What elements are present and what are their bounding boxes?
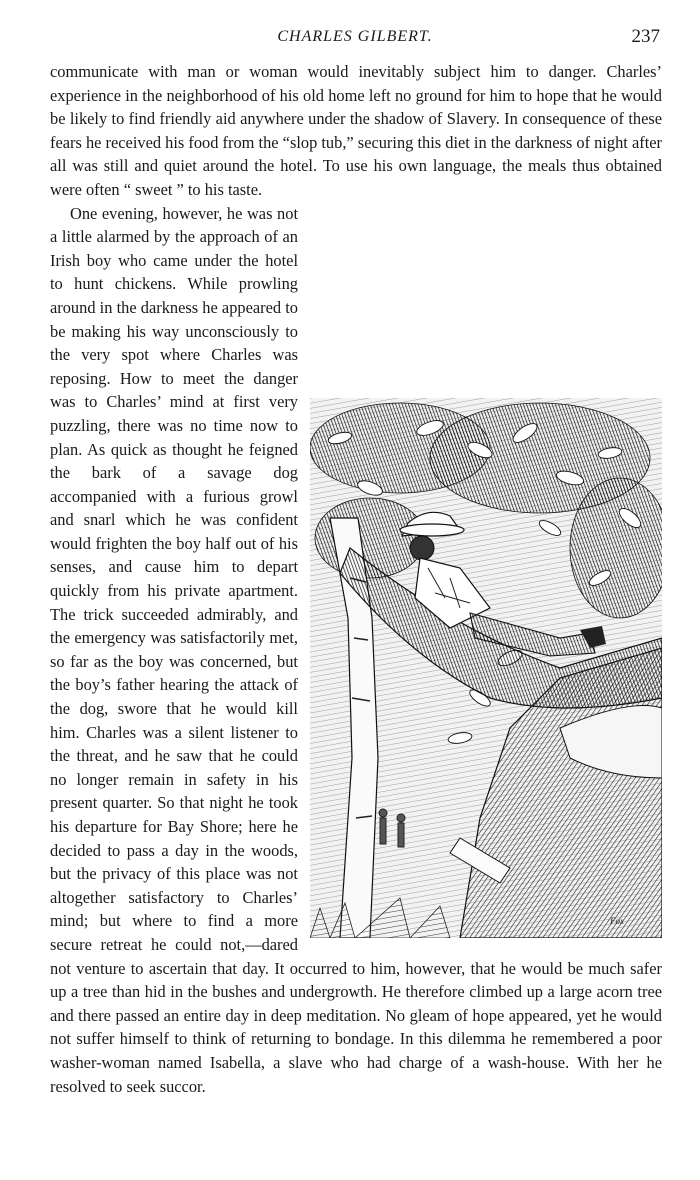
engraver-signature: Fox: [610, 915, 624, 926]
page-header: [50, 28, 660, 52]
page-number: 237: [631, 26, 660, 47]
engraving-illustration: [310, 398, 662, 938]
man-in-tree-engraving: [310, 398, 662, 938]
paragraph-1: communicate with man or woman would inevitably subject him to danger. Charles’ experience in the neighborhood of his old home left no ground for him to hope that he would be likely to find friendly aid anywhere under the shadow of Slavery. In consequence of these fears he received his food from the “slop tub,” securing this diet in the darkness of night after all was still and quiet around the hotel. To use his own language, the meals thus obtained were often “ sweet ” to his taste.: [50, 62, 662, 199]
page-body: [50, 60, 662, 1098]
paragraph-2-text: One evening, however, he was not a little alarmed by the approach of an Irish boy who came under the hotel to hunt chickens. While prowling around in the darkness he appeared to be making his way unconsciously to the very spot where Charles was reposing. How to meet the danger was to Charles’ mind at first very puzzling, there was no time now to plan. As quick as thought he feigned the bark of a savage dog accompanied with a furious growl and snarl which he was confident would frighten the boy half out of his senses, and cause him to depart quickly from his private apartment. The trick succeeded admirably, and the emergency was satisfactorily met, so far as the boy was concerned, but the boy’s father hearing the attack of the dog, swore that he would kill him. Charles was a silent listener to the threat, and he saw that he could no longer remain in safety in his present quarter. So that night he took his departure for Bay Shore; here he decided to pass a day in the woods, but the privacy of this place was not altogether satisfactory to Charles’ mind; but where to find a more secure retreat he could not,—dared not venture to ascertain that day. It occurred to him, however, that he would be much safer up a tree than hid in the bushes and undergrowth. He therefore climbed up a large acorn tree and there passed an entire day in deep meditation. No gleam of hope appeared, yet he would not suffer himself to think of returning to bondage. In this dilemma he remembered a poor washer-woman named Isabella, a slave who had charge of a wash-house. With her he resolved to seek succor.: [50, 203, 662, 1096]
paragraph-2: [50, 202, 662, 1099]
running-title: CHARLES GILBERT.: [277, 28, 433, 45]
